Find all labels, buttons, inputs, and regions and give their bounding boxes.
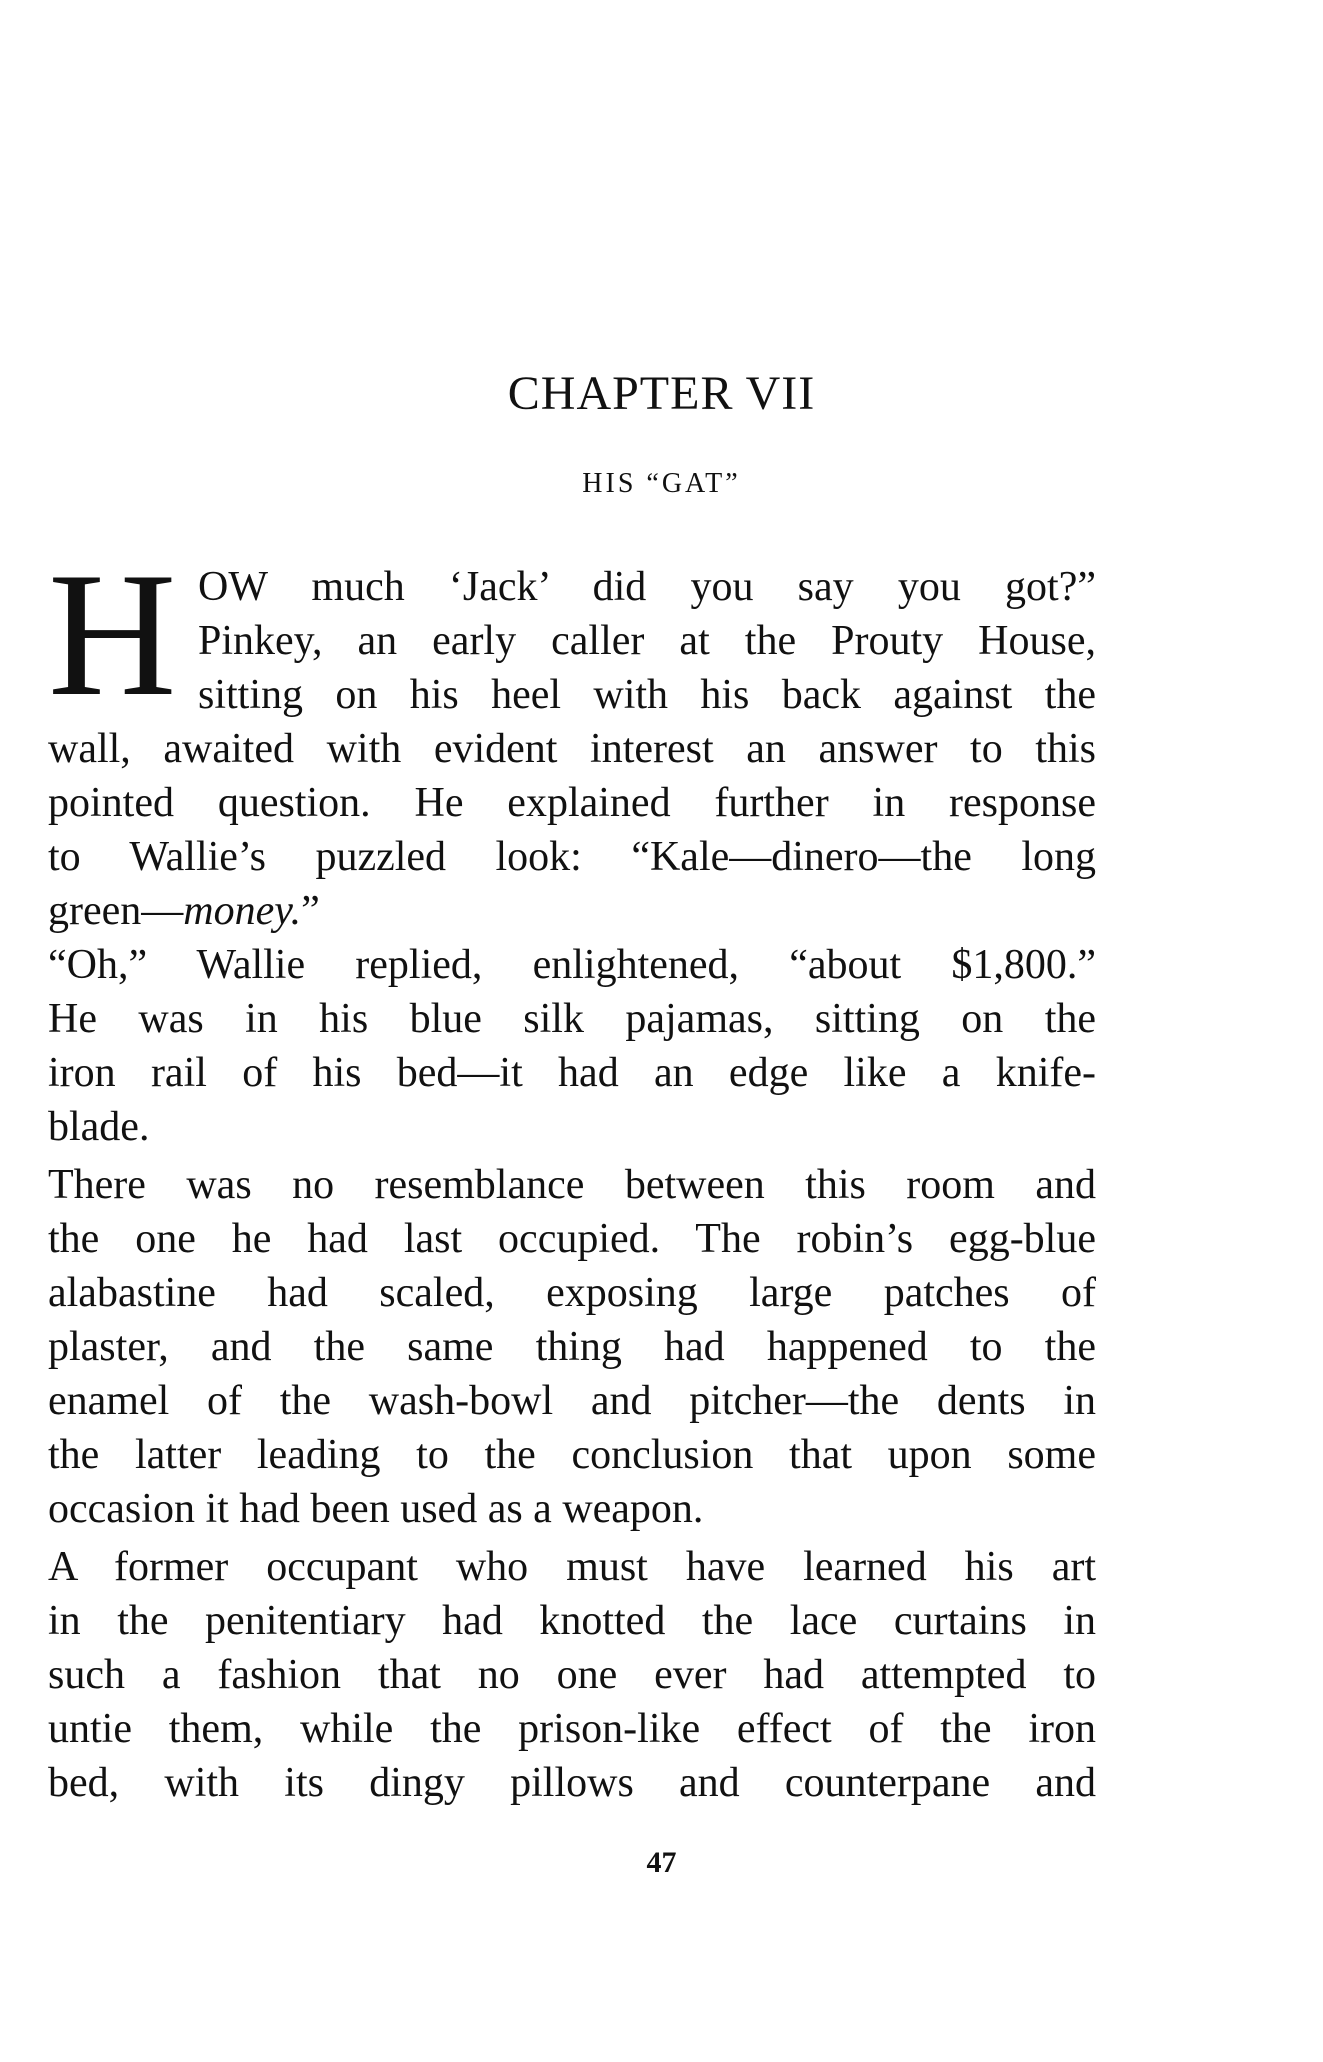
text-line: Pinkey, an early caller at the Prouty House, [198,618,1096,664]
paragraph-4 [48,1540,1096,1810]
text-line: He was in his blue silk pajamas, sitting on the [48,996,1096,1042]
text-line: OW much ‘Jack’ did you say you got?” [198,564,1096,610]
text-line: bed, with its dingy pillows and counterpane and [48,1760,1096,1806]
text-line: enamel of the wash-bowl and pitcher—the dents in [48,1378,1096,1424]
italic-word: money. [183,888,302,934]
text-line: pointed question. He explained further in response [48,780,1096,826]
text-line: to Wallie’s puzzled look: “Kale—dinero—the long [48,834,1096,880]
text-line: the latter leading to the conclusion that upon some [48,1432,1096,1478]
drop-cap: H [48,535,177,733]
text-line: wall, awaited with evident interest an answer to this [48,726,1096,772]
text-line: in the penitentiary had knotted the lace curtains in [48,1598,1096,1644]
text-line: untie them, while the prison-like effect of the iron [48,1706,1096,1752]
text-line: blade. [48,1104,150,1150]
text-fragment: ” [301,888,320,934]
text-line: sitting on his heel with his back against the [198,672,1096,718]
page-number: 47 [646,1846,677,1879]
text-line: such a fashion that no one ever had attempted to [48,1652,1096,1698]
text-line: There was no resemblance between this room and [48,1162,1096,1208]
chapter-heading: CHAPTER VII [507,367,816,420]
text-fragment: green— [48,888,184,934]
text-line: the one he had last occupied. The robin’s egg-blue [48,1216,1096,1262]
chapter-subtitle: HIS “GAT” [582,468,741,499]
text-line: plaster, and the same thing had happened to the [48,1324,1096,1370]
text-line: iron rail of his bed—it had an edge like a knife- [48,1050,1096,1096]
paragraph-3 [48,1158,1096,1536]
text-line: occasion it had been used as a weapon. [48,1486,704,1532]
text-line: “Oh,” Wallie replied, enlightened, “about $1,800.” [48,942,1096,988]
paragraph-1 [48,535,1096,938]
text-line [48,884,1096,938]
text-line: alabastine had scaled, exposing large patches of [48,1270,1096,1316]
paragraph-2 [48,938,1096,1154]
text-line: A former occupant who must have learned his art [48,1544,1096,1590]
